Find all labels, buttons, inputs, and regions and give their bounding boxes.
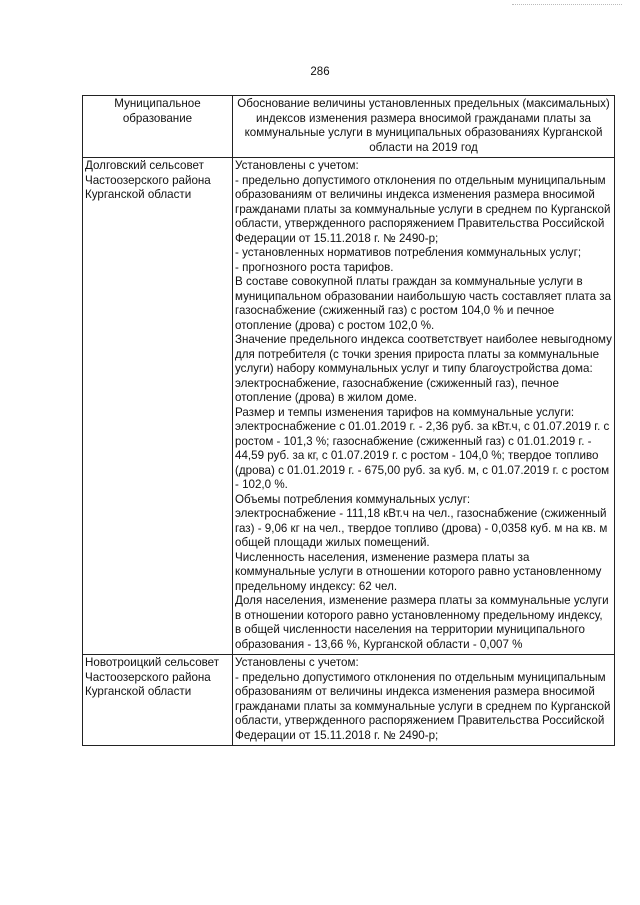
text-line: Установлены с учетом: xyxy=(235,656,359,669)
text-line: - установленных нормативов потребления коммунальных услуг; xyxy=(235,246,582,259)
header-municipality: Муниципальное образование xyxy=(83,96,233,158)
header-justification: Обоснование величины установленных предельных (максимальных) индексов изменения размера вносимой гражданами платы за коммунальные услуги в муниципальных образованиях Курганской области на 2019 год xyxy=(233,96,615,158)
text-line: электроснабжение - 111,18 кВт.ч на чел., газоснабжение (сжиженный газ) - 9,06 кг на чел., твердое топливо (дрова) - 0,0358 куб. м на кв. м общей площади жилых помещений. xyxy=(235,507,608,549)
text-line: Численность населения, изменение размера платы за коммунальные услуги в отношении которого равно установленному предельному индексу: 62 чел. xyxy=(235,550,602,593)
text-line: - предельно допустимого отклонения по отдельным муниципальным образованиям от величины индекса изменения размера вносимой гражданами платы за коммунальные услуги в среднем по Курганской области, утвержденного распоряжением Правительства Российской Федерации от 15.11.2018 г. № 2490-р; xyxy=(235,670,611,742)
table-row xyxy=(83,158,615,655)
scan-artifact xyxy=(512,4,622,7)
table-header-row xyxy=(83,96,615,158)
municipality-cell: Долговский сельсовет Частоозерского района Курганской области xyxy=(83,158,233,655)
text-line: - прогнозного роста тарифов. xyxy=(235,260,394,274)
text-line: Размер и темпы изменения тарифов на коммунальные услуги: xyxy=(235,405,575,419)
municipality-cell: Новотроицкий сельсовет Частоозерского района Курганской области xyxy=(83,655,233,746)
page-number: 286 xyxy=(310,66,330,78)
table-row xyxy=(83,655,615,746)
text-line: Значение предельного индекса соответствует наиболее невыгодному для потребителя (с точки зрения прироста платы за коммунальные услуги) набору коммунальных услуг и типу благоустройства дома: xyxy=(235,333,612,375)
text-line: Объемы потребления коммунальных услуг: xyxy=(235,492,471,506)
justification-cell xyxy=(233,655,615,746)
text-line: Доля населения, изменение размера платы за коммунальные услуги в отношении которого равно установленному предельному индексу, в общей численности населения на территории муниципального образования - 13,66 %, Курганской области - 0,007 % xyxy=(235,594,609,651)
text-line: Установлены с учетом: xyxy=(235,159,359,172)
justification-cell xyxy=(233,158,615,655)
text-line: В составе совокупной платы граждан за коммунальные услуги в муниципальном образовании наибольшую часть составляет плата за газоснабжение (сжиженный газ) с ростом 104,0 % и печное отопление (дрова) с ростом 102,0 %. xyxy=(235,275,612,332)
justification-table xyxy=(82,95,615,746)
text-line: электроснабжение, газоснабжение (сжиженный газ), печное отопление (дрова) в жилом доме. xyxy=(235,376,559,404)
text-line: - предельно допустимого отклонения по отдельным муниципальным образованиям от величины индекса изменения размера вносимой гражданами платы за коммунальные услуги в среднем по Курганской области, утвержденного распоряжением Правительства Российской Федерации от 15.11.2018 г. № 2490-р; xyxy=(235,173,611,245)
text-line: электроснабжение с 01.01.2019 г. - 2,36 руб. за кВт.ч, с 01.07.2019 г. с ростом - 101,3 %; газоснабжение (сжиженный газ) с 01.01.2019 г. - 44,59 руб. за кг, с 01.07.2019 г. с ростом - 104,0 %; твердое топливо (дрова) с 01.01.2019 г. - 675,00 руб. за куб. м, с 01.07.2019 г. с ростом - 102,0 %. xyxy=(235,420,610,491)
